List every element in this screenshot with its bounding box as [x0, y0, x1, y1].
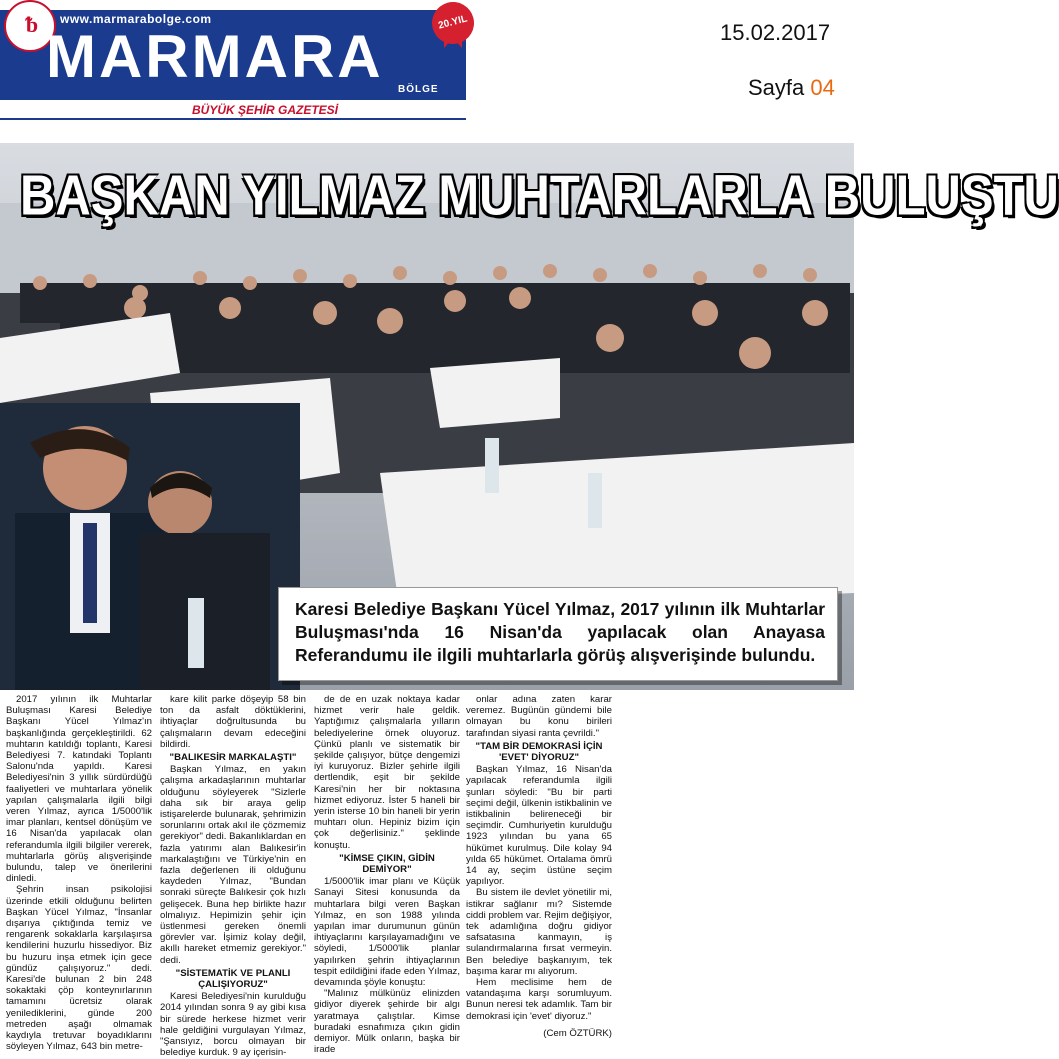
anniversary-badge: 20.YIL — [427, 0, 478, 49]
article-column-2 — [160, 694, 306, 1059]
paragraph: Hem meclisime hem de vatandaşıma karşı sorumluyum. Bunun neresi tek adamlık. Tam bir demokrasi için 'evet' diyoruz." — [466, 977, 612, 1022]
newspaper-logo-icon: ᵬ — [4, 0, 56, 52]
author-signature: (Cem ÖZTÜRK) — [543, 1027, 612, 1039]
paragraph: kare kilit parke döşeyip 58 bin ton da asfalt döktüklerini, ihtiyaçlar doğrultusunda bu çalışmaların devam edeceğini bildirdi. — [160, 694, 306, 750]
photo-caption-box — [278, 587, 838, 681]
paragraph: Bu sistem ile devlet yönetilir mi, istikrar sağlanır mı? Sistemde ciddi problem var. Rejim değişiyor, tek adamlığına doğru gidiyor safsatasına kanmayın, iş sulandırmalarına fırsat vermeyin. Ben belediye başkanıyım, tek başıma karar mı alıyorum. — [466, 887, 612, 977]
page-indicator — [748, 75, 835, 101]
paragraph: onlar adına zaten karar veremez. Bugünün gündemi bile olmayan bu konu birileri tarafından siyasi ranta çevrildi." — [466, 694, 612, 739]
paragraph: Şehrin insan psikolojisi üzerinde etkili olduğunu belirten Başkan Yücel Yılmaz, "İnsanlar dışarıya çıktığında temiz ve rengarenk sokaklarla karşılaşırsa kendilerini huzurlu hissediyor. Biz bu huzuru inşa etmek için gece gündüz çalışıyoruz." dedi. Karesi'de bulunan 2 bin 248 sokaktaki çöp konteynırlarının tamamını ücretsiz olarak yenilediklerini, günde 200 metreden aşağı olmamak kaydıyla tretuvar boyadıklarını söyleyen Yılmaz, 643 bin metre- — [6, 884, 152, 1053]
issue-date: 15.02.2017 — [720, 20, 831, 45]
masthead-rule — [0, 118, 466, 120]
paragraph: 1/5000'lik imar planı ve Küçük Sanayi Sitesi konusunda da muhtarlara bilgi veren Başkan Yılmaz, en son 1988 yılında yapılan imar durumunun günün ihtiyaçlarını karşılayamadığını ve söyledi, 1/5000'lik planlar yapılırken şehrin ihtiyaçlarının tespit edildiğini ifade eden Yılmaz, devamında şöyle konuştu: — [314, 876, 460, 989]
masthead-subtitle: BÖLGE — [398, 84, 439, 95]
article-column-3 — [314, 694, 460, 1056]
subheading: "BALIKESİR MARKALAŞTI" — [169, 752, 297, 764]
headline: BAŞKAN YILMAZ MUHTARLARLA BULUŞTU — [20, 165, 1059, 228]
masthead-title: MARMARA — [46, 23, 384, 90]
masthead-tagline: BÜYÜK ŞEHİR GAZETESİ — [192, 103, 339, 117]
paragraph: 2017 yılının ilk Muhtarlar Buluşması Karesi Belediye Başkanı Yücel Yılmaz'ın başkanlığında gerçekleştirildi. 62 muhtarın katıldığı toplantı, Karesi Belediyesi 7. katındaki Toplantı Salonu'nda yapıldı. Karesi Belediyesi'nin 3 yıllık sürdürdüğü faaliyetleri ve muhtarlara yönelik yapılan çalışmalarla ilgili bilgi veren Yılmaz, ayrıca 1/5000'lik imar planları, kentsel dönüşüm ve 16 Nisan'da yapılacak olan referandumla ilgili bilgiler vererek, muhtarlarla görüş alışverişinde bulundu, talep ve önerilerini dinledi. — [6, 694, 152, 885]
masthead — [0, 0, 469, 122]
paragraph: de de en uzak noktaya kadar hizmet verir hale geldik. Yaptığımız çalışmalarla yılların belediyelerine örnek oluyoruz. Çünkü planlı ve sistematik bir şekilde çalışıyor, bütçe dengemizi iyi kuruyoruz. Bizler şehirle ilgili dertlendik, eşit bir şekilde Karesi'nin her bir noktasına hizmet ediyoruz. İster 5 haneli bir yerin isterse 10 bin haneli bir yerin muhtarı olun. Hepiniz bizim için çok değerlisiniz." şeklinde konuştu. — [314, 694, 460, 851]
article-column-4 — [466, 694, 612, 1039]
page-number: 04 — [810, 75, 835, 100]
subheading: "TAM BİR DEMOKRASİ İÇİN 'EVET' DİYORUZ" — [475, 740, 603, 764]
paragraph: "Malınız mülkünüz elinizden gidiyor diyerek şehirde bir algı yaratmaya çalıştılar. Kimse buradaki esnafımıza çıkın gidin demiyor. Mülk onların, başka bir irade — [314, 988, 460, 1056]
paragraph: Başkan Yılmaz, 16 Nisan'da yapılacak referandumla ilgili şunları söyledi: "Bu bir parti seçimi değil, ülkenin istikbalinin ve istikbalinin belireneceği bir seçimdir. Cumhuriyetin kurulduğu 1923 yılından bu yana 65 hükümet kurulmuş. Dile kolay 94 yılda 65 hükümet. Ortalama ömrü 14 ay, seçim üstüne seçim yapılıyor. — [466, 764, 612, 888]
paragraph: Karesi Belediyesi'nin kurulduğu 2014 yılından sonra 9 ay gibi kısa bir sürede herkese hizmet verir hale geldiğini vurgulayan Yılmaz, "Şansıyız, borcu olmayan bir belediye kurduk. 9 ay içerisin- — [160, 991, 306, 1059]
article-body — [0, 690, 618, 1059]
article-column-1 — [6, 694, 152, 1053]
page-label: Sayfa — [748, 75, 805, 100]
subheading: "KİMSE ÇIKIN, GİDİN DEMİYOR" — [339, 852, 435, 876]
subheading: "SİSTEMATİK VE PLANLI ÇALIŞIYORUZ" — [175, 967, 291, 991]
masthead-url: www.marmarabolge.com — [60, 12, 212, 26]
paragraph: Başkan Yılmaz, en yakın çalışma arkadaşlarının muhtarlar olduğunu söyleyerek "Sizlerle daha sık bir araya gelip istişarelerde bulunarak, şehrimizin sorunlarını ortak akıl ile çözmemiz gerekiyor" dedi. Bakanlıklardan en fazla yatırımı alan Balıkesir'in markalaştığını ve Türkiye'nin en fazla değerlenen ili olduğunu kaydeden Yılmaz, "Bundan sonraki süreçte Balıkesir çok hızlı gelişecek. Buna hep birlikte hazır olmalıyız. Hepimizin şehir için üstlenmesi gereken önemli görevler var. İşimiz kolay değil, akıllı hareket etmemiz gerekiyor." dedi. — [160, 764, 306, 966]
photo-caption: Karesi Belediye Başkanı Yücel Yılmaz, 2017 yılının ilk Muhtarlar Buluşması'nda 16 Nisan'da yapılacak olan Anayasa Referandumu ile ilgili muhtarlarla görüş alışverişinde bulundu. — [295, 599, 825, 665]
